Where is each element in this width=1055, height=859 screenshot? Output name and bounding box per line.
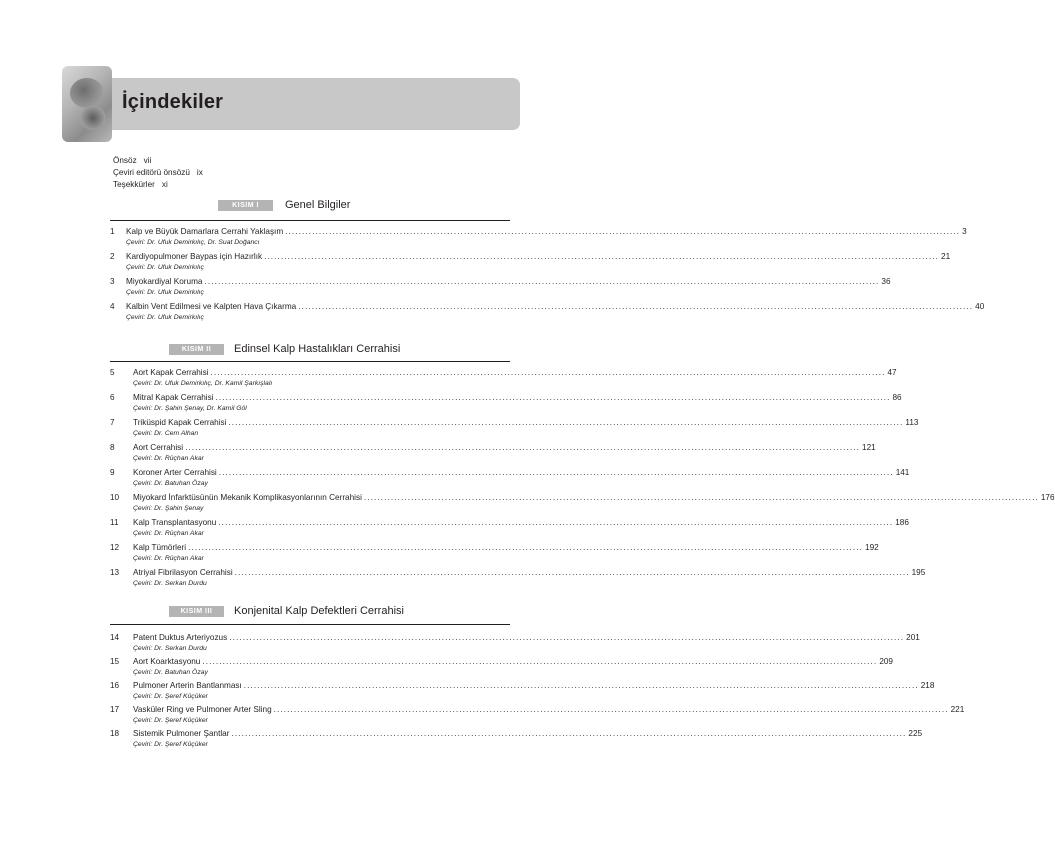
dot-leader: ........................................................................................................................................................................................................ bbox=[204, 277, 880, 286]
part-title: Konjenital Kalp Defektleri Cerrahisi bbox=[234, 605, 404, 617]
chapter-translator: Çeviri: Dr. Cem Alhan bbox=[133, 430, 199, 437]
front-matter bbox=[113, 155, 203, 191]
dot-leader: ........................................................................................................................................................................................................ bbox=[264, 252, 940, 261]
chapter-number: 18 bbox=[110, 729, 120, 738]
dot-leader: ........................................................................................................................................................................................................ bbox=[202, 657, 878, 666]
chapter-number: 5 bbox=[110, 368, 115, 377]
chapter-title: Pulmoner Arterin Bantlanması bbox=[133, 681, 242, 690]
toc-entry[interactable] bbox=[110, 467, 910, 491]
chapter-translator: Çeviri: Dr. Şahin Şenay bbox=[133, 505, 204, 512]
dot-leader: ........................................................................................................................................................................................................ bbox=[185, 443, 861, 452]
chapter-page: 36 bbox=[881, 277, 891, 286]
toc-entry[interactable] bbox=[110, 728, 923, 752]
chapter-translator: Çeviri: Dr. Ufuk Demirkılıç bbox=[126, 264, 204, 271]
chapter-page: 195 bbox=[911, 568, 926, 577]
chapter-translator: Çeviri: Dr. Şeref Küçüker bbox=[133, 741, 208, 748]
chapter-number: 1 bbox=[110, 227, 115, 236]
chapter-page: 40 bbox=[975, 302, 985, 311]
chapter-number: 13 bbox=[110, 568, 120, 577]
chapter-page: 209 bbox=[879, 657, 893, 666]
toc-entry[interactable] bbox=[110, 417, 919, 441]
part-heading bbox=[0, 604, 583, 620]
toc-entry[interactable] bbox=[110, 517, 909, 541]
dot-leader: ........................................................................................................................................................................................................ bbox=[298, 302, 974, 311]
dot-leader: ........................................................................................................................................................................................................ bbox=[229, 633, 905, 642]
chapter-page: 221 bbox=[950, 705, 965, 714]
front-matter-item[interactable]: Çeviri editörü önsözü ix bbox=[113, 168, 203, 177]
chapter-title: Kalp ve Büyük Damarlara Cerrahi Yaklaşım bbox=[126, 227, 284, 236]
chapter-translator: Çeviri: Dr. Batuhan Özay bbox=[133, 669, 208, 676]
chapter-translator: Çeviri: Dr. Ufuk Demirkılıç, Dr. Suat Doğancı bbox=[126, 239, 260, 246]
chapter-translator: Çeviri: Dr. Rüçhan Akar bbox=[133, 555, 204, 562]
part-title: Edinsel Kalp Hastalıkları Cerrahisi bbox=[234, 343, 401, 355]
chapter-page: 225 bbox=[908, 729, 923, 738]
toc-entry[interactable] bbox=[110, 542, 879, 566]
chapter-title: Kalbin Vent Edilmesi ve Kalpten Hava Çıkarma bbox=[126, 302, 297, 311]
toc-entry[interactable] bbox=[110, 251, 951, 275]
chapter-page: 3 bbox=[962, 227, 967, 236]
toc-entry[interactable] bbox=[110, 392, 902, 416]
toc-entry[interactable] bbox=[110, 704, 965, 728]
chapter-title: Kardiyopulmoner Baypas için Hazırlık bbox=[126, 252, 263, 261]
chapter-title: Vasküler Ring ve Pulmoner Arter Sling bbox=[133, 705, 272, 714]
chapter-number: 9 bbox=[110, 468, 115, 477]
dot-leader: ........................................................................................................................................................................................................ bbox=[215, 393, 891, 402]
toc-entry[interactable] bbox=[110, 680, 935, 704]
chapter-title: Miyokardiyal Koruma bbox=[126, 277, 203, 286]
toc-entry[interactable] bbox=[110, 492, 1055, 516]
toc-entry[interactable] bbox=[110, 276, 891, 300]
chapter-number: 17 bbox=[110, 705, 120, 714]
chapter-translator: Çeviri: Dr. Şeref Küçüker bbox=[133, 693, 208, 700]
toc-entry[interactable] bbox=[110, 442, 876, 466]
dot-leader: ........................................................................................................................................................................................................ bbox=[231, 729, 907, 738]
dot-leader: ........................................................................................................................................................................................................ bbox=[228, 418, 904, 427]
chapter-page: 141 bbox=[895, 468, 910, 477]
chapter-translator: Çeviri: Dr. Serkan Durdu bbox=[133, 580, 207, 587]
chapter-title: Kalp Tümörleri bbox=[133, 543, 187, 552]
chapter-page: 47 bbox=[887, 368, 897, 377]
chapter-title: Aort Kapak Cerrahisi bbox=[133, 368, 209, 377]
front-matter-item[interactable]: Önsöz vii bbox=[113, 156, 152, 165]
chapter-title: Triküspid Kapak Cerrahisi bbox=[133, 418, 227, 427]
chapter-translator: Çeviri: Dr. Şahin Şenay, Dr. Kamil Göl bbox=[133, 405, 247, 412]
chapter-translator: Çeviri: Dr. Ufuk Demirkılıç, Dr. Kamil Şarkışlalı bbox=[133, 380, 273, 387]
chapter-number: 3 bbox=[110, 277, 115, 286]
dot-leader: ........................................................................................................................................................................................................ bbox=[363, 493, 1039, 502]
chapter-translator: Çeviri: Dr. Rüçhan Akar bbox=[133, 530, 204, 537]
chapter-number: 14 bbox=[110, 633, 120, 642]
chapter-number: 10 bbox=[110, 493, 120, 502]
dot-leader: ........................................................................................................................................................................................................ bbox=[210, 368, 886, 377]
chapter-number: 6 bbox=[110, 393, 115, 402]
toc-entry[interactable] bbox=[110, 301, 985, 325]
part-heading bbox=[0, 342, 583, 358]
chapter-title: Aort Cerrahisi bbox=[133, 443, 184, 452]
chapter-page: 86 bbox=[892, 393, 902, 402]
dot-leader: ........................................................................................................................................................................................................ bbox=[218, 518, 894, 527]
part-heading bbox=[0, 198, 583, 214]
chapter-number: 11 bbox=[110, 518, 119, 527]
chapter-page: 21 bbox=[941, 252, 951, 261]
dot-leader: ........................................................................................................................................................................................................ bbox=[218, 468, 894, 477]
chapter-title: Sistemik Pulmoner Şantlar bbox=[133, 729, 230, 738]
chapter-page: 218 bbox=[920, 681, 935, 690]
chapter-translator: Çeviri: Dr. Şeref Küçüker bbox=[133, 717, 208, 724]
dot-leader: ........................................................................................................................................................................................................ bbox=[273, 705, 949, 714]
toc-entry[interactable] bbox=[110, 226, 967, 250]
dot-leader: ........................................................................................................................................................................................................ bbox=[188, 543, 864, 552]
toc-entry[interactable] bbox=[110, 567, 926, 591]
chapter-title: Atriyal Fibrilasyon Cerrahisi bbox=[133, 568, 233, 577]
part-badge: KISIM III bbox=[169, 606, 224, 617]
dot-leader: ........................................................................................................................................................................................................ bbox=[234, 568, 910, 577]
chapter-title: Koroner Arter Cerrahisi bbox=[133, 468, 217, 477]
chapter-title: Miyokard İnfarktüsünün Mekanik Komplikasyonlarının Cerrahisi bbox=[133, 493, 362, 502]
chapter-page: 186 bbox=[895, 518, 909, 527]
chapter-translator: Çeviri: Dr. Serkan Durdu bbox=[133, 645, 207, 652]
chapter-translator: Çeviri: Dr. Ufuk Demirkılıç bbox=[126, 314, 204, 321]
dot-leader: ........................................................................................................................................................................................................ bbox=[243, 681, 919, 690]
toc-entry[interactable] bbox=[110, 656, 893, 680]
toc-entry[interactable] bbox=[110, 367, 897, 391]
chapter-number: 12 bbox=[110, 543, 120, 552]
chapter-title: Kalp Transplantasyonu bbox=[133, 518, 217, 527]
toc-entry[interactable] bbox=[110, 632, 920, 656]
chapter-translator: Çeviri: Dr. Batuhan Özay bbox=[133, 480, 208, 487]
chapter-translator: Çeviri: Dr. Ufuk Demirkılıç bbox=[126, 289, 204, 296]
chapter-number: 15 bbox=[110, 657, 120, 666]
section-divider bbox=[110, 220, 510, 221]
section-divider bbox=[110, 624, 510, 625]
dot-leader: ........................................................................................................................................................................................................ bbox=[285, 227, 961, 236]
chapter-page: 121 bbox=[862, 443, 876, 452]
page-title: İçindekiler bbox=[122, 91, 224, 113]
chapter-title: Patent Duktus Arteriyozus bbox=[133, 633, 228, 642]
chapter-number: 8 bbox=[110, 443, 115, 452]
chapter-number: 16 bbox=[110, 681, 120, 690]
part-badge: KISIM I bbox=[218, 200, 273, 211]
chapter-page: 192 bbox=[865, 543, 879, 552]
chapter-title: Aort Koarktasyonu bbox=[133, 657, 201, 666]
section-divider bbox=[110, 361, 510, 362]
header-photo bbox=[62, 66, 112, 142]
chapter-number: 7 bbox=[110, 418, 115, 427]
chapter-page: 113 bbox=[905, 418, 919, 427]
chapter-number: 2 bbox=[110, 252, 115, 261]
front-matter-item[interactable]: Teşekkürler xi bbox=[113, 180, 168, 189]
chapter-page: 201 bbox=[906, 633, 920, 642]
chapter-number: 4 bbox=[110, 302, 115, 311]
chapter-title: Mitral Kapak Cerrahisi bbox=[133, 393, 214, 402]
part-title: Genel Bilgiler bbox=[285, 199, 351, 211]
chapter-translator: Çeviri: Dr. Rüçhan Akar bbox=[133, 455, 204, 462]
chapter-page: 176 bbox=[1040, 493, 1055, 502]
part-badge: KISIM II bbox=[169, 344, 224, 355]
